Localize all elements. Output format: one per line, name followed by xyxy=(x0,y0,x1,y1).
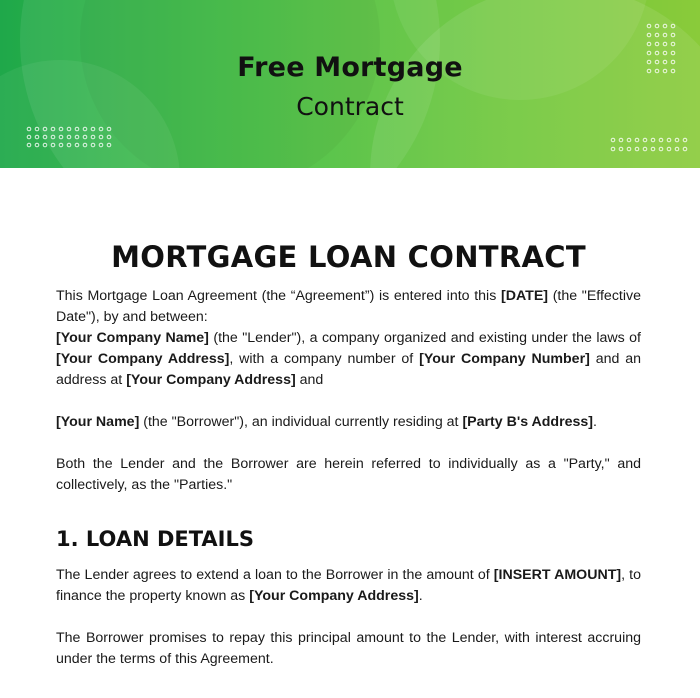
company-name-placeholder: [Your Company Name] xyxy=(56,330,209,346)
borrower-text: . xyxy=(593,414,597,430)
company-address-placeholder: [Your Company Address] xyxy=(126,372,296,388)
borrower-paragraph xyxy=(56,412,641,433)
parties-paragraph: Both the Lender and the Borrower are herein referred to individually as a "Party," and collectively, as the "Parties." xyxy=(56,456,641,493)
dot-pattern-bottom-right xyxy=(610,137,690,153)
loan-text: The Lender agrees to extend a loan to the Borrower in the amount of xyxy=(56,567,494,583)
borrower-address-placeholder: [Party B's Address] xyxy=(462,414,594,430)
banner-title: Free Mortgage xyxy=(237,52,463,83)
document-title: MORTGAGE LOAN CONTRACT xyxy=(111,240,586,274)
intro-text: and xyxy=(295,372,324,388)
loan-amount-paragraph xyxy=(56,565,641,607)
intro-text: and an address at xyxy=(56,351,642,388)
repayment-paragraph: The Borrower promises to repay this principal amount to the Lender, with interest accruing under the terms of this Agreement. xyxy=(56,630,641,667)
intro-text: This Mortgage Loan Agreement (the “Agreement”) is entered into this xyxy=(56,288,501,304)
property-address-placeholder: [Your Company Address] xyxy=(249,588,419,604)
company-address-placeholder: [Your Company Address] xyxy=(56,351,230,367)
loan-text: . xyxy=(418,588,423,604)
loan-text: , to finance the property known as xyxy=(56,567,641,604)
intro-text: , with a company number of xyxy=(229,351,420,367)
intro-text: (the "Lender"), a company organized and existing under the laws of xyxy=(208,330,641,346)
header-banner xyxy=(0,0,700,168)
borrower-text: (the "Borrower"), an individual currently residing at xyxy=(139,414,463,430)
document-body xyxy=(56,168,641,670)
date-placeholder: [DATE] xyxy=(500,288,549,304)
banner-subtitle: Contract xyxy=(296,92,404,121)
amount-placeholder: [INSERT AMOUNT] xyxy=(493,567,622,583)
company-number-placeholder: [Your Company Number] xyxy=(419,351,590,367)
intro-paragraph xyxy=(56,286,641,391)
intro-text: (the "Effective Date"), by and between: xyxy=(56,288,641,325)
section-heading-loan-details: 1. LOAN DETAILS xyxy=(56,527,255,551)
borrower-name-placeholder: [Your Name] xyxy=(56,414,140,430)
dot-pattern-left xyxy=(26,126,116,148)
